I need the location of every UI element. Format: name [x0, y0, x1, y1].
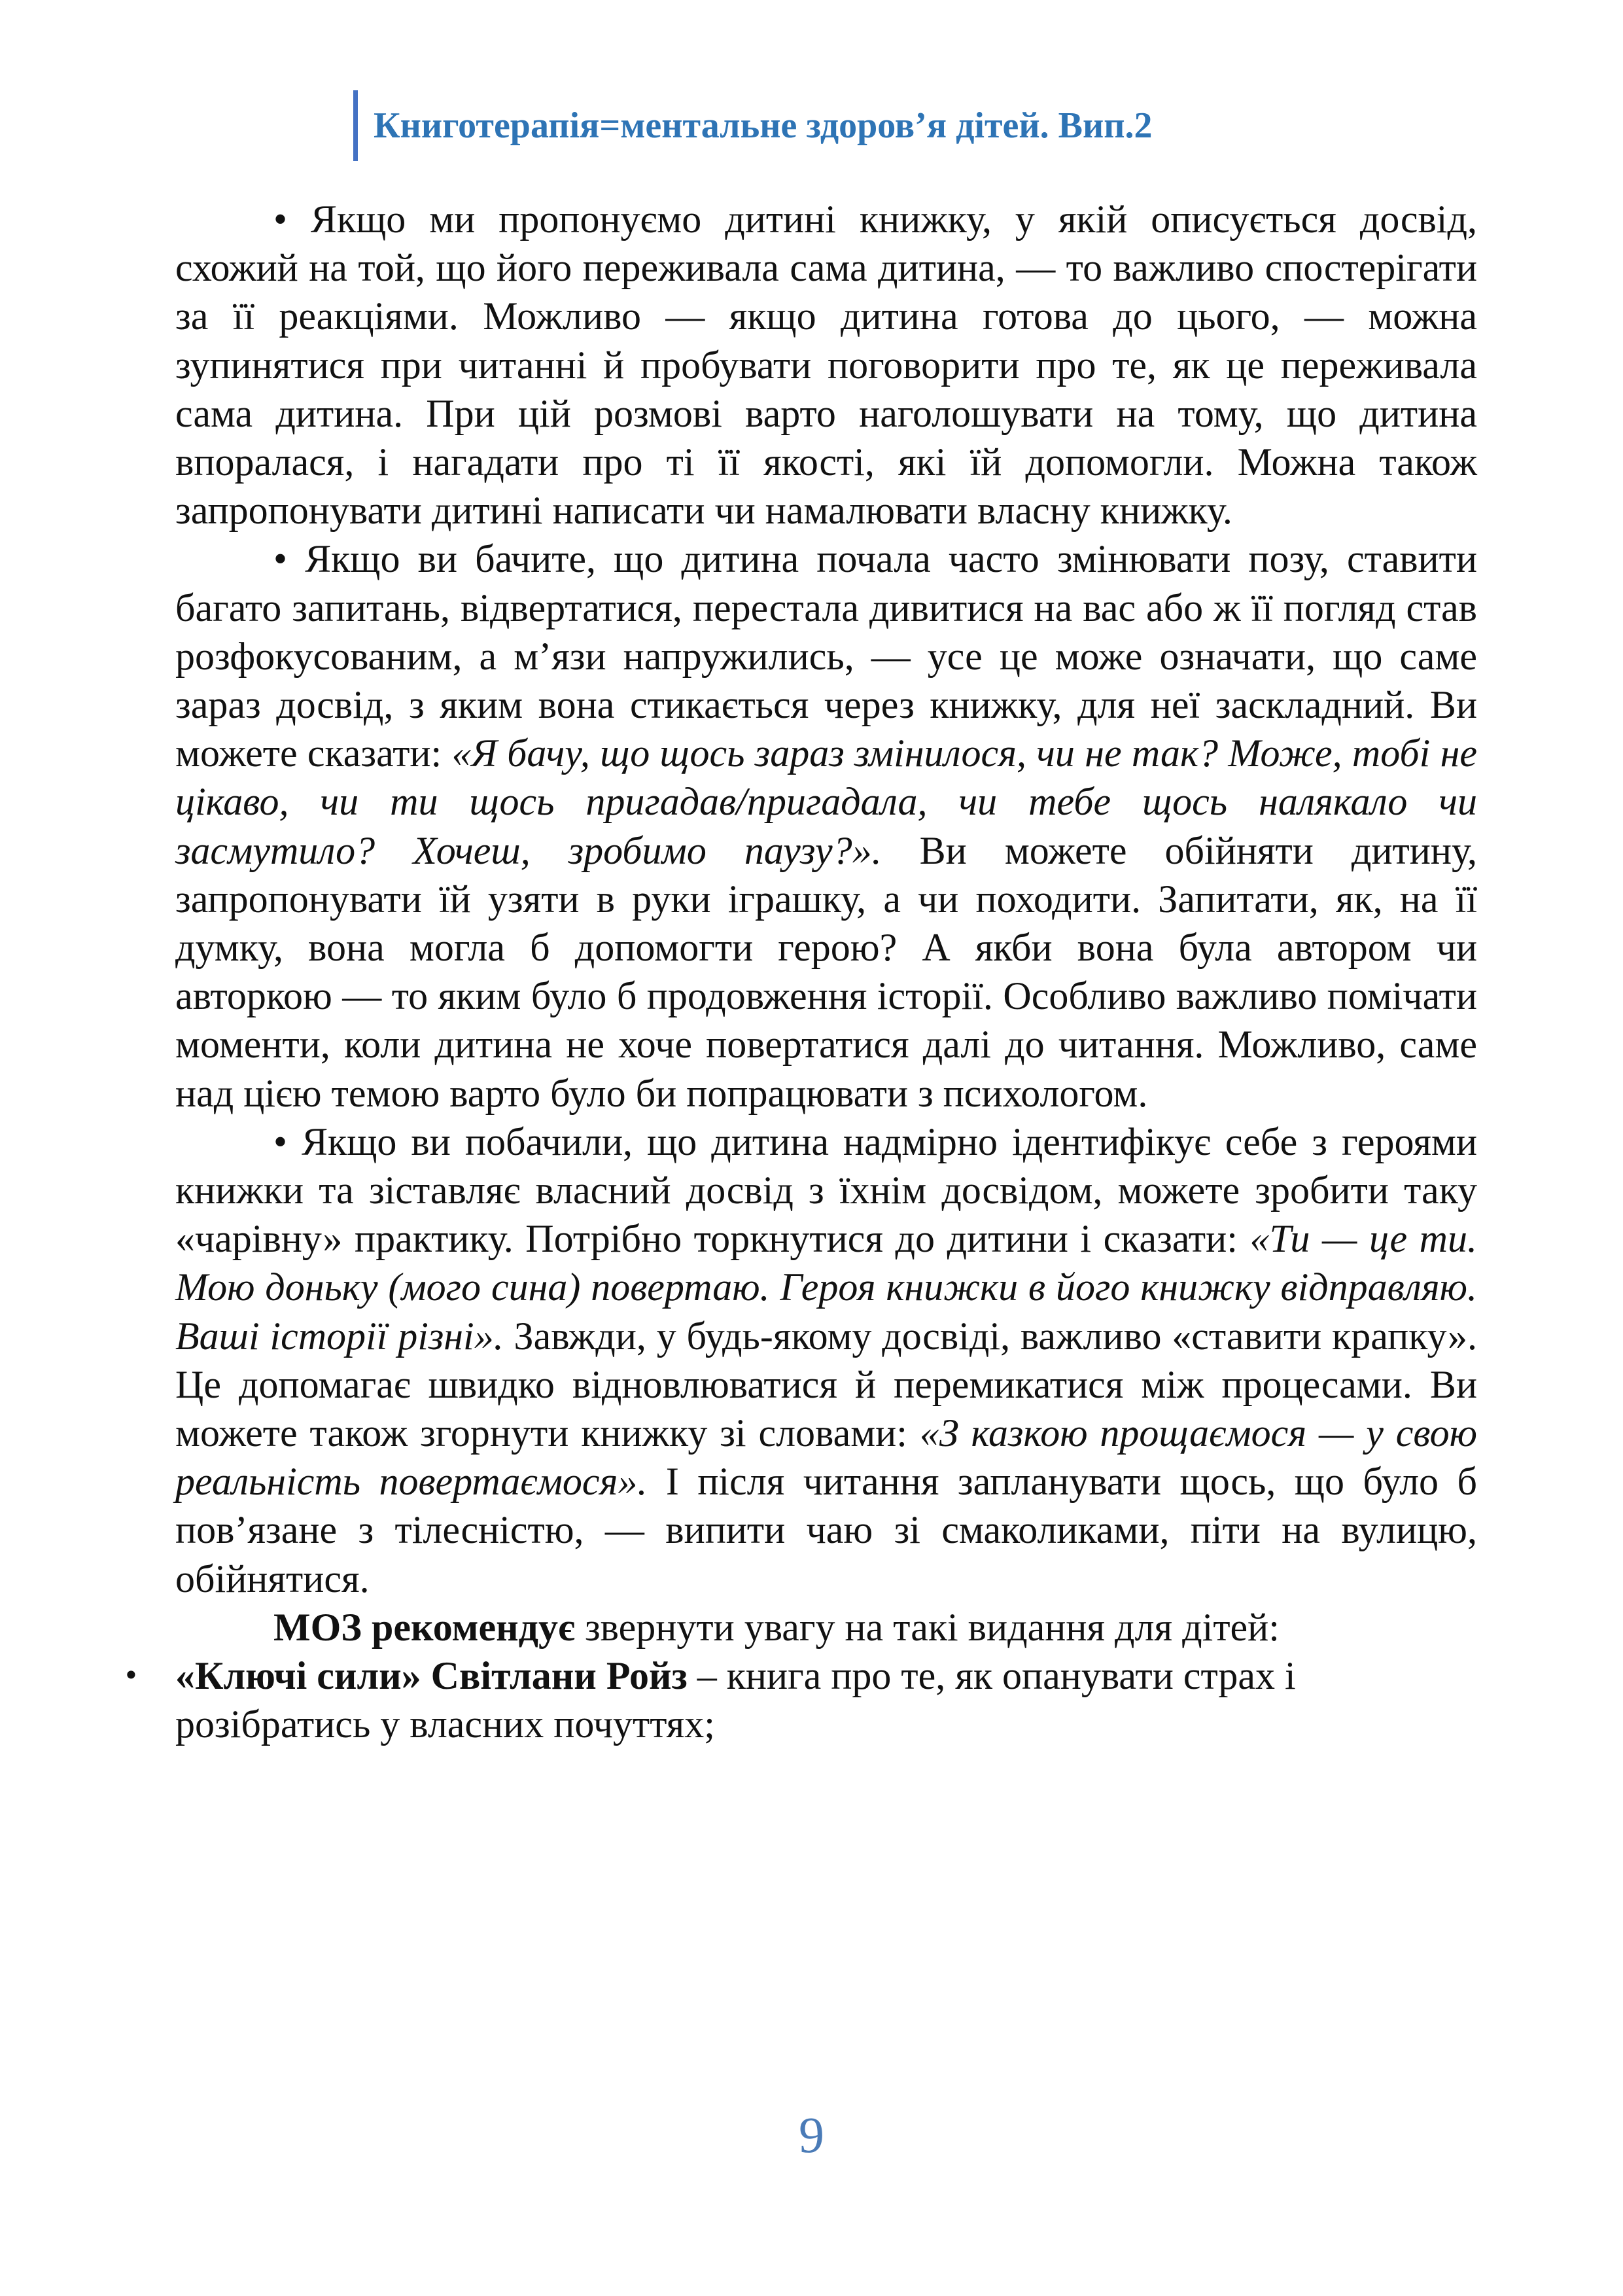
recommendation-item [123, 1651, 1477, 1748]
bullet-icon: • [123, 1659, 139, 1692]
page-number: 9 [799, 2106, 824, 2163]
paragraph-2 [175, 535, 1477, 1117]
body-text [123, 195, 1478, 1749]
paragraph-3-middle: Завжди, у будь-якому досвіді, важливо «ставити крапку». Це допомагає швидко відновлюватися й перемикатися між процесами. Ви можете також згорнути книжку зі словами: [175, 1314, 1477, 1455]
running-header [353, 90, 1153, 161]
paragraph-2-quote: «Я бачу, що щось зараз змінилося, чи не так? Може, тобі не цікаво, чи ти щось пригадав/пригадала, чи тебе щось налякало чи засмутило? Хочеш, зробимо паузу?». [175, 732, 1477, 872]
paragraph-3-quote-2: «З казкою прощаємося — у свою реальність повертаємося». [175, 1411, 1477, 1504]
paragraph-3-lead: • Якщо ви побачили, що дитина надмірно ідентифікує себе з героями книжки та зіставляє власний досвід з їхнім досвідом, можете зробити таку «чарівну» практику. Потрібно торкнутися до дитини і сказати: [175, 1120, 1477, 1261]
paragraph-3-quote-1: «Ти — це ти. Мою доньку (мого сина) повертаю. Героя книжки в його книжку відправляю. Ваші історії різні». [175, 1217, 1477, 1358]
recommendation-description: – книга про те, як опанувати страх і розібратись у власних почуттях; [175, 1654, 1296, 1746]
recommendations-intro-bold: МОЗ рекомендує [273, 1605, 575, 1649]
paragraph-1 [175, 195, 1477, 535]
recommendations-list [123, 1651, 1477, 1748]
paragraph-3 [175, 1118, 1477, 1603]
recommendations-intro [175, 1603, 1477, 1651]
paragraph-3-rest: І після читання запланувати щось, що було б пов’язане з тілесністю, — випити чаю зі смаколиками, піти на вулицю, обійнятися. [175, 1460, 1478, 1600]
header-title: Книготерапія=ментальне здоров’я дітей. Вип.2 [374, 105, 1153, 146]
paragraph-2-rest: Ви можете обійняти дитину, запропонувати їй узяти в руки іграшку, а чи походити. Запитати, як, на її думку, вона могла б допомогти герою? А якби вона була автором чи авторкою — то яким було б продовження історії. Особливо важливо помічати моменти, коли дитина не хоче повертатися далі до читання. Можливо, саме над цією темою варто було би попрацювати з психологом. [175, 828, 1477, 1115]
header-accent-bar [353, 90, 358, 161]
paragraph-2-lead: • Якщо ви бачите, що дитина почала часто змінювати позу, ставити багато запитань, відвертатися, перестала дивитися на вас або ж її погляд став розфокусованим, а м’язи напружились, — усе це може означати, що саме зараз досвід, з яким вона стикається через книжку, для неї заскладний. Ви можете сказати: [175, 537, 1477, 775]
paragraph-1-text: • Якщо ми пропонуємо дитині книжку, у якій описується досвід, схожий на той, що його переживала сама дитина, — то важливо спостерігати за її реакціями. Можливо — якщо дитина готова до цього, — можна зупинятися при читанні й пробувати поговорити про те, як це переживала сама дитина. При цій розмові варто наголошувати на тому, що дитина впоралася, і нагадати про ті її якості, які їй допомогли. Можна також запропонувати дитині написати чи намалювати власну книжку. [175, 198, 1477, 533]
recommendations-intro-rest: звернути увагу на такі видання для дітей: [574, 1605, 1280, 1649]
recommendation-book-title: «Ключі сили» Світлани Ройз [175, 1654, 688, 1698]
